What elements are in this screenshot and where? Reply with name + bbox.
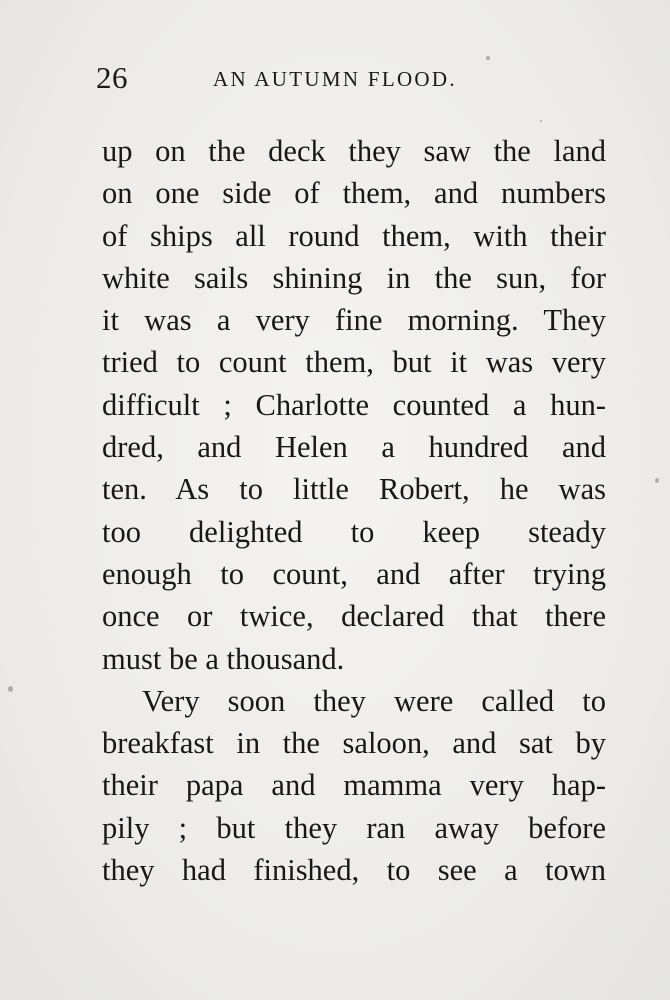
text-line: their papa and mamma very hap- <box>102 768 606 803</box>
page-number: 26 <box>96 60 128 95</box>
text-line: up on the deck they saw the land <box>102 134 606 168</box>
text-line: of ships all round them, with their <box>102 218 606 253</box>
text-line: must be a thousand. <box>102 641 345 676</box>
body-text <box>102 130 606 891</box>
paragraph <box>102 680 606 891</box>
paper-speck <box>8 686 13 692</box>
running-title: AN AUTUMN FLOOD. <box>213 67 457 91</box>
text-line: enough to count, and after trying <box>102 556 606 591</box>
text-line: Very soon they were called to <box>142 683 606 718</box>
page-header <box>96 58 596 98</box>
text-line: on one side of them, and numbers <box>102 176 606 211</box>
text-line: pily ; but they ran away before <box>102 810 606 845</box>
text-line: they had finished, to see a town <box>102 853 606 888</box>
text-line: too delighted to keep steady <box>102 514 606 549</box>
text-line: breakfast in the saloon, and sat by <box>102 726 606 761</box>
paper-speck <box>540 120 542 122</box>
text-line: ten. As to little Robert, he was <box>102 472 606 507</box>
paper-speck <box>655 478 659 483</box>
text-line: once or twice, declared that there <box>102 599 606 634</box>
paper-speck <box>486 56 490 60</box>
text-line: white sails shining in the sun, for <box>102 260 606 295</box>
text-line: it was a very fine morning. They <box>102 303 606 338</box>
text-line: difficult ; Charlotte counted a hun- <box>102 387 606 422</box>
text-line: tried to count them, but it was very <box>102 345 606 380</box>
paragraph <box>102 130 606 680</box>
text-line: dred, and Helen a hundred and <box>102 430 606 465</box>
